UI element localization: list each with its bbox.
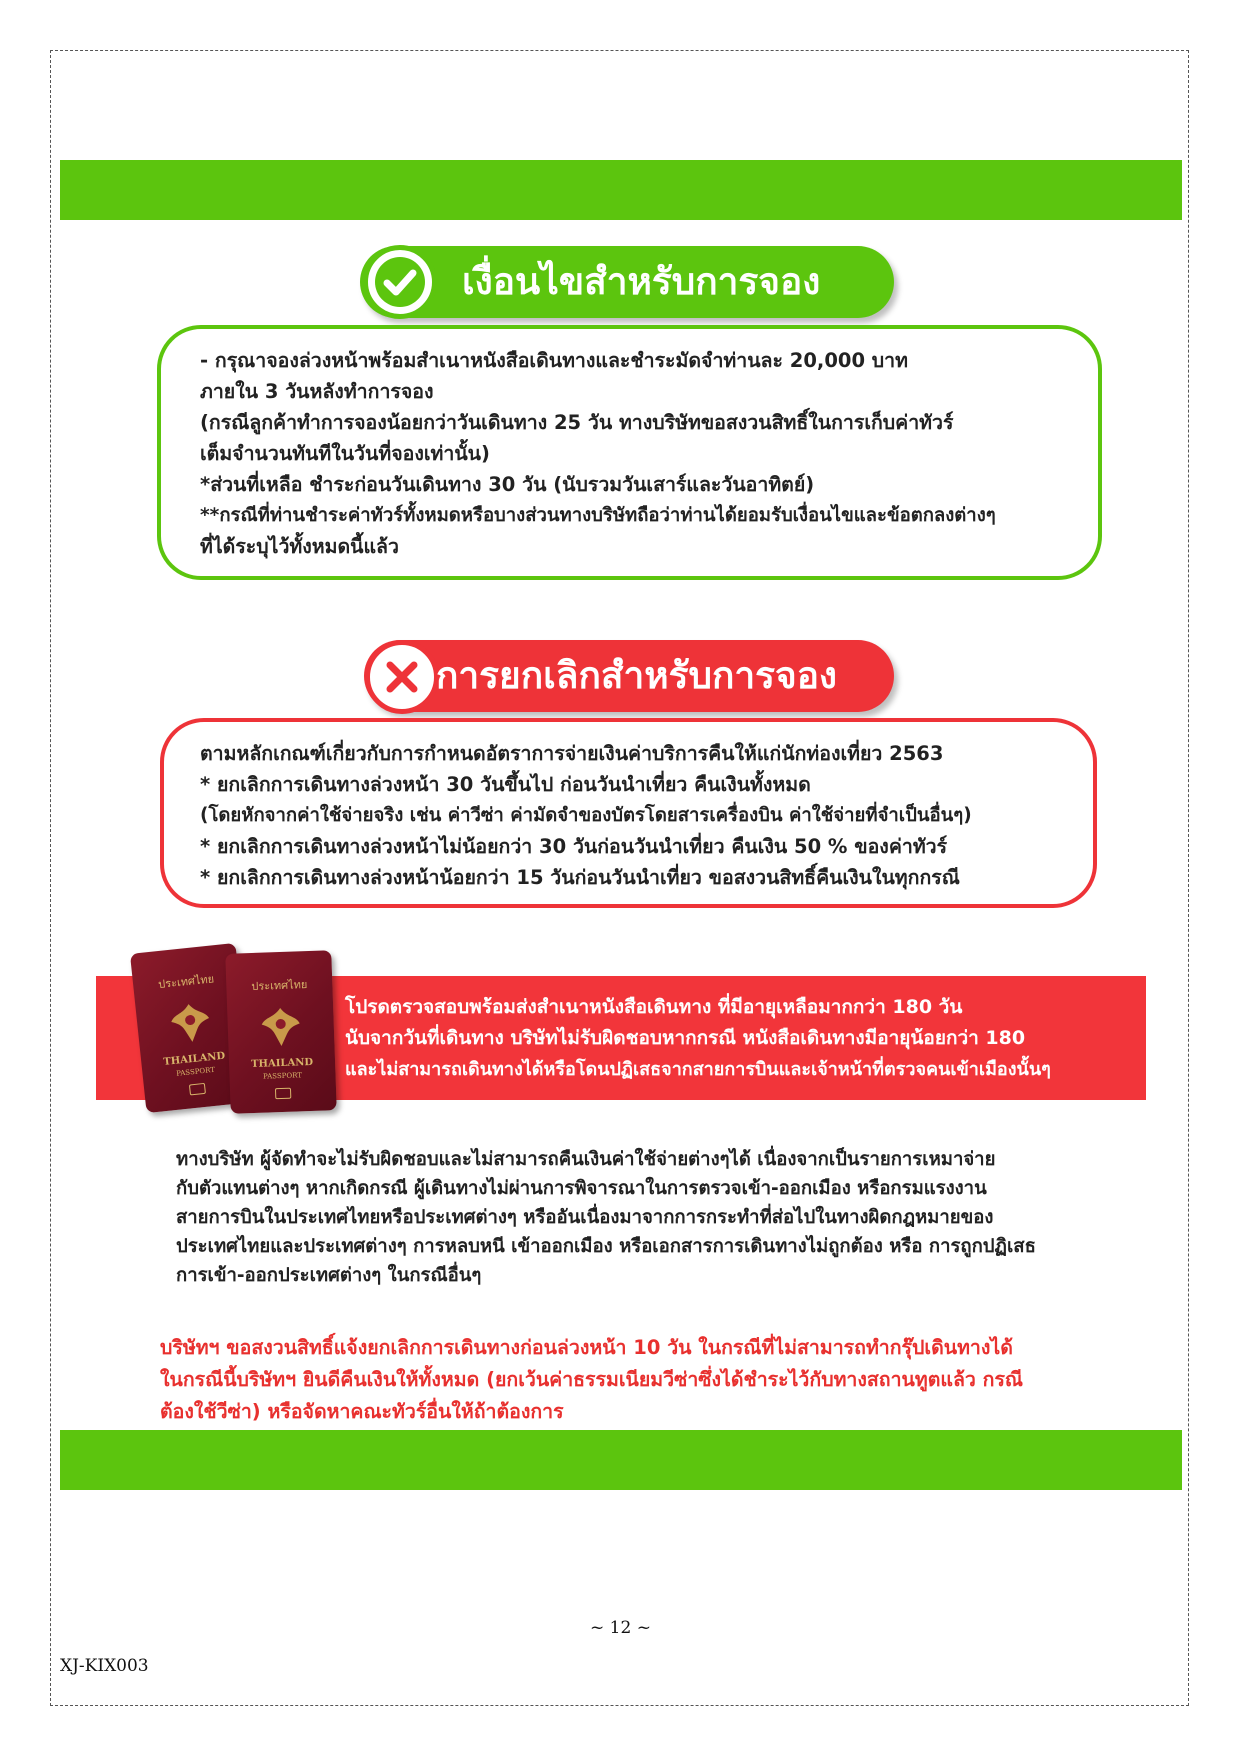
disclaimer-paragraph xyxy=(176,1145,1036,1290)
passport-top-text: ประเทศไทย xyxy=(251,978,308,994)
passport-notice-line: โปรดตรวจสอบพร้อมส่งสำเนาหนังสือเดินทาง ที่มีอายุเหลือมากกว่า 180 วัน xyxy=(345,996,963,1018)
passport-country-text: THAILAND xyxy=(250,1056,314,1071)
top-green-bar xyxy=(60,160,1182,220)
conditions-line: **กรณีที่ท่านชำระค่าทัวร์ทั้งหมดหรือบางส่วนทางบริษัทถือว่าท่านได้ยอมรับเงื่อนไขและข้อตกลงต่างๆ xyxy=(200,505,996,526)
disclaimer-line: กับตัวแทนต่างๆ หากเกิดกรณี ผู้เดินทางไม่ผ่านการพิจารณาในการตรวจเข้า-ออกเมือง หรือกรมแรงงาน xyxy=(176,1178,987,1199)
passport-word-text: PASSPORT xyxy=(262,1071,303,1081)
cancellation-text xyxy=(200,738,972,893)
conditions-title: เงื่อนไขสำหรับการจอง xyxy=(462,260,821,303)
cancellation-line: * ยกเลิกการเดินทางล่วงหน้า 30 วันขึ้นไป ก่อนวันนำเที่ยว คืนเงินทั้งหมด xyxy=(200,773,811,796)
cancellation-line: (โดยหักจากค่าใช้จ่ายจริง เช่น ค่าวีซ่า ค่ามัดจำของบัตรโดยสารเครื่องบิน ค่าใช้จ่ายที่จำเป็นอื่นๆ) xyxy=(200,805,972,826)
red-notice-line: ต้องใช้วีซ่า) หรือจัดหาคณะทัวร์อื่นให้ถ้าต้องการ xyxy=(160,1400,564,1423)
passport-word-text: PASSPORT xyxy=(175,1065,216,1078)
disclaimer-line: การเข้า-ออกประเทศต่างๆ ในกรณีอื่นๆ xyxy=(176,1265,482,1286)
x-icon xyxy=(365,640,439,714)
conditions-line: - กรุณาจองล่วงหน้าพร้อมสำเนาหนังสือเดินทางและชำระมัดจำท่านละ 20,000 บาท xyxy=(200,349,908,372)
emblem-icon xyxy=(257,1003,305,1051)
conditions-line: ที่ได้ระบุไว้ทั้งหมดนี้แล้ว xyxy=(200,535,399,558)
passport-notice-text xyxy=(345,992,1051,1085)
disclaimer-line: ประเทศไทยและประเทศต่างๆ การหลบหนี เข้าออกเมือง หรือเอกสารการเดินทางไม่ถูกต้อง หรือ การถูกปฏิเสธ xyxy=(176,1236,1036,1257)
passport-notice-line: และไม่สามารถเดินทางได้หรือโดนปฏิเสธจากสายการบินและเจ้าหน้าที่ตรวจคนเข้าเมืองนั้นๆ xyxy=(345,1059,1051,1080)
page-number: ~ 12 ~ xyxy=(590,1618,651,1638)
chip-icon xyxy=(189,1083,206,1096)
disclaimer-line: สายการบินในประเทศไทยหรือประเทศต่างๆ หรืออันเนื่องมาจากการกระทำที่ส่อไปในทางผิดกฎหมายของ xyxy=(176,1207,994,1228)
cancellation-line: ตามหลักเกณฑ์เกี่ยวกับการกำหนดอัตราการจ่ายเงินค่าบริการคืนให้แก่นักท่องเที่ยว 2563 xyxy=(200,742,944,765)
chip-icon xyxy=(275,1088,291,1100)
conditions-line: *ส่วนที่เหลือ ชำระก่อนวันเดินทาง 30 วัน (นับรวมวันเสาร์และวันอาทิตย์) xyxy=(200,473,815,496)
red-notice-line: ในกรณีนี้บริษัทฯ ยินดีคืนเงินให้ทั้งหมด (ยกเว้นค่าธรรมเนียมวีซ่าซึ่งได้ชำระไว้กับทางสถานทูตแล้ว กรณี xyxy=(160,1368,1024,1391)
cancellation-title: การยกเลิกสำหรับการจอง xyxy=(436,654,837,697)
red-notice-paragraph xyxy=(160,1332,1023,1428)
document-code: XJ-KIX003 xyxy=(60,1656,149,1676)
conditions-line: (กรณีลูกค้าทำการจองน้อยกว่าวันเดินทาง 25 วัน ทางบริษัทขอสงวนสิทธิ์ในการเก็บค่าทัวร์ xyxy=(200,411,954,434)
conditions-text xyxy=(200,345,996,562)
check-icon xyxy=(363,245,437,319)
conditions-line: ภายใน 3 วันหลังทำการจอง xyxy=(200,380,434,403)
emblem-icon xyxy=(165,998,216,1049)
passport-notice-line: นับจากวันที่เดินทาง บริษัทไม่รับผิดชอบหากกรณี หนังสือเดินทางมีอายุน้อยกว่า 180 xyxy=(345,1027,1026,1049)
passport-country-text: THAILAND xyxy=(162,1050,226,1069)
conditions-line: เต็มจำนวนทันทีในวันที่จองเท่านั้น) xyxy=(200,442,490,465)
disclaimer-line: ทางบริษัท ผู้จัดทำจะไม่รับผิดชอบและไม่สามารถคืนเงินค่าใช้จ่ายต่างๆได้ เนื่องจากเป็นรายการเหมาจ่าย xyxy=(176,1149,996,1170)
passport-image xyxy=(225,950,337,1114)
red-notice-line: บริษัทฯ ขอสงวนสิทธิ์แจ้งยกเลิกการเดินทางก่อนล่วงหน้า 10 วัน ในกรณีที่ไม่สามารถทำกรุ๊ปเดินทางได้ xyxy=(160,1336,1013,1359)
cancellation-line: * ยกเลิกการเดินทางล่วงหน้าน้อยกว่า 15 วันก่อนวันนำเที่ยว ขอสงวนสิทธิ์คืนเงินในทุกกรณี xyxy=(200,866,960,889)
passport-top-text: ประเทศไทย xyxy=(157,972,215,992)
cancellation-line: * ยกเลิกการเดินทางล่วงหน้าไม่น้อยกว่า 30 วันก่อนวันนำเที่ยว คืนเงิน 50 % ของค่าทัวร์ xyxy=(200,835,948,858)
bottom-green-bar xyxy=(60,1430,1182,1490)
